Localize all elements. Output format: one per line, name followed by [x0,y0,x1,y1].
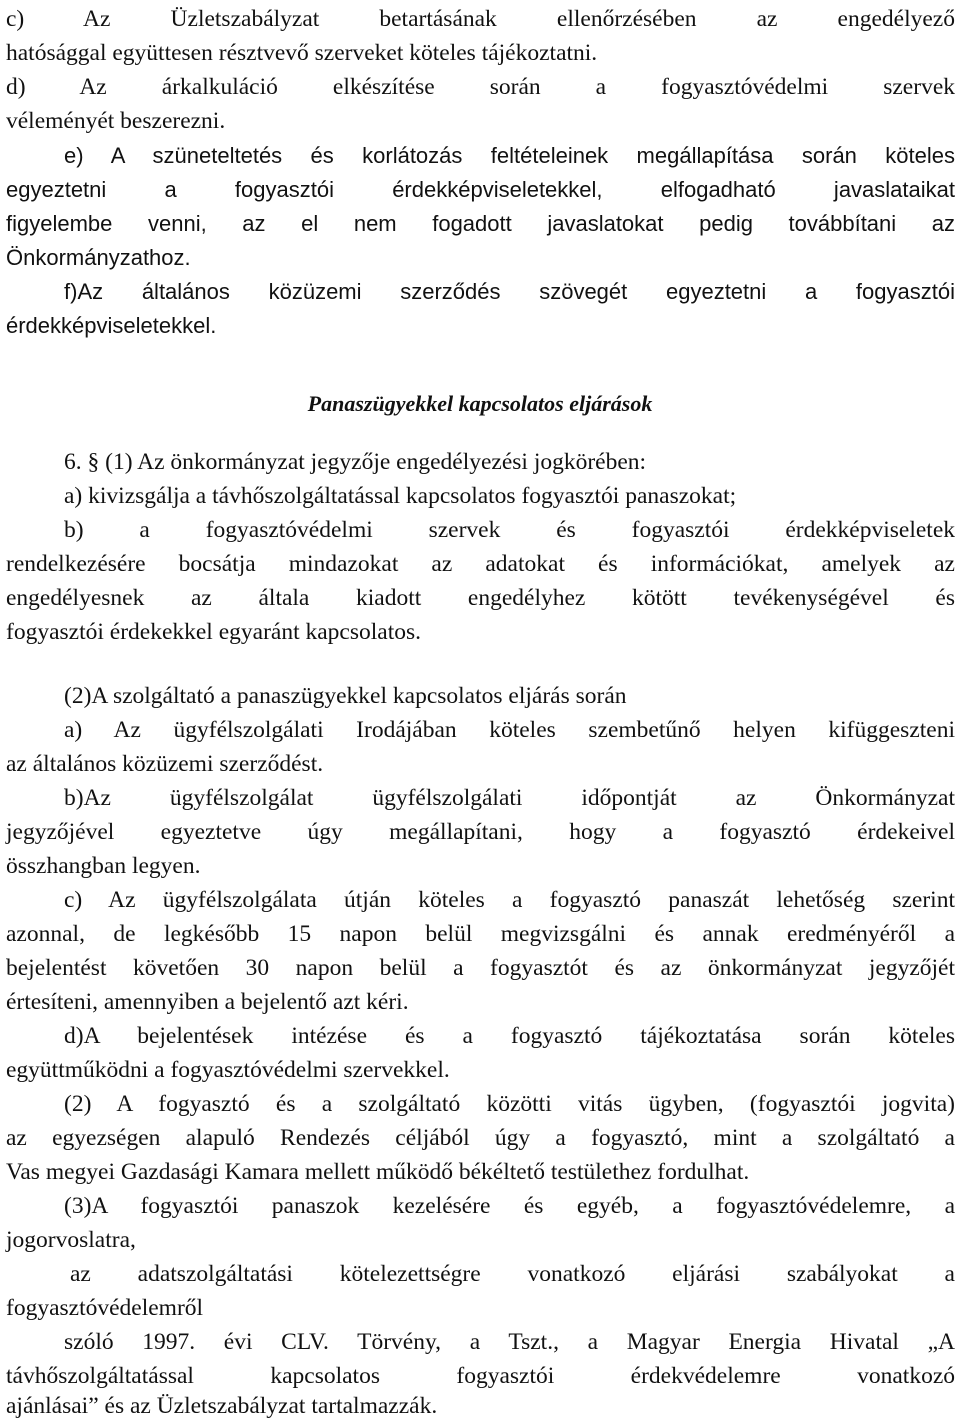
line-2d-1: d)A bejelentések intézése és a fogyasztó tájékoztatása során köteles [64,1023,955,1049]
line-2a-2: az általános közüzemi szerződést. [6,751,324,777]
line-2b-para-2: az egyezségen alapuló Rendezés céljából úgy a fogyasztó, mint a szolgáltató a [6,1125,955,1151]
line-6a: a) kivizsgálja a távhőszolgáltatással kapcsolatos fogyasztói panaszokat; [64,483,737,509]
line-3-4: fogyasztóvédelemről [6,1295,204,1321]
line-6b-2: rendelkezésére bocsátja mindazokat az adatokat és információkat, amelyek az [6,551,955,577]
line-3-5: szóló 1997. évi CLV. Törvény, a Tszt., a Magyar Energia Hivatal „A [64,1329,955,1355]
line-2b-para-3: Vas megyei Gazdasági Kamara mellett működő békéltető testülethez fordulhat. [6,1159,750,1185]
line-3-1: (3)A fogyasztói panaszok kezelésére és egyéb, a fogyasztóvédelemre, a [64,1193,955,1219]
line-e-1: e) A szüneteltetés és korlátozás feltételeinek megállapítása során köteles [64,143,955,168]
line-6b-3: engedélyesnek az általa kiadott engedélyhez kötött tevékenységével és [6,585,955,611]
section-heading: Panaszügyekkel kapcsolatos eljárások [307,391,653,416]
line-e-3: figyelembe venni, az el nem fogadott javaslatokat pedig továbbítani az [6,211,955,236]
line-6b-4: fogyasztói érdekekkel egyaránt kapcsolatos. [6,619,422,645]
line-c-2: hatósággal együttesen résztvevő szerveket köteles tájékoztatni. [6,40,598,66]
line-3-2: jogorvoslatra, [6,1227,136,1253]
line-2c-1: c) Az ügyfélszolgálata útján köteles a fogyasztó panaszát lehetőség szerint [64,887,955,913]
line-2b-1: b)Az ügyfélszolgálat ügyfélszolgálati időpontját az Önkormányzat [64,785,955,811]
line-2d-2: együttműködni a fogyasztóvédelmi szervekkel. [6,1057,450,1083]
line-2b-2: jegyzőjével egyeztetve úgy megállapítani, hogy a fogyasztó érdekeivel [6,819,955,845]
line-2c-3: bejelentést követően 30 napon belül a fogyasztót és az önkormányzat jegyzőjét [6,955,955,981]
line-3-3: az adatszolgáltatási kötelezettségre vonatkozó eljárási szabályokat a [70,1261,955,1287]
line-2-intro: (2)A szolgáltató a panaszügyekkel kapcsolatos eljárás során [64,683,627,709]
line-2a-1: a) Az ügyfélszolgálati Irodájában köteles szembetűnő helyen kifüggeszteni [64,717,955,743]
line-e-4: Önkormányzathoz. [6,245,191,270]
line-6b-1: b) a fogyasztóvédelmi szervek és fogyasztói érdekképviseletek [64,517,955,543]
line-f-1: f)Az általános közüzemi szerződés szövegét egyeztetni a fogyasztói [64,279,955,304]
line-2b-3: összhangban legyen. [6,853,201,879]
line-2b-para-1: (2) A fogyasztó és a szolgáltató közötti vitás ügyben, (fogyasztói jogvita) [64,1091,955,1117]
line-3-6: távhőszolgáltatással kapcsolatos fogyasztói érdekvédelemre vonatkozó [6,1363,955,1389]
line-f-2: érdekképviseletekkel. [6,313,217,338]
line-6-1: 6. § (1) Az önkormányzat jegyzője engedélyezési jogkörében: [64,449,647,475]
line-2c-4: értesíteni, amennyiben a bejelentő azt kéri. [6,989,409,1015]
line-2c-2: azonnal, de legkésőbb 15 napon belül megvizsgálni és annak eredményéről a [6,921,955,947]
line-d-2: véleményét beszerezni. [6,108,226,134]
line-c-1: c) Az Üzletszabályzat betartásának ellenőrzésében az engedélyező [6,6,955,32]
line-d-1: d) Az árkalkuláció elkészítése során a fogyasztóvédelmi szervek [6,74,955,100]
line-3-7: ajánlásai” és az Üzletszabályzat tartalmazzák. [6,1393,438,1419]
line-e-2: egyeztetni a fogyasztói érdekképviseletekkel, elfogadható javaslataikat [6,177,955,202]
